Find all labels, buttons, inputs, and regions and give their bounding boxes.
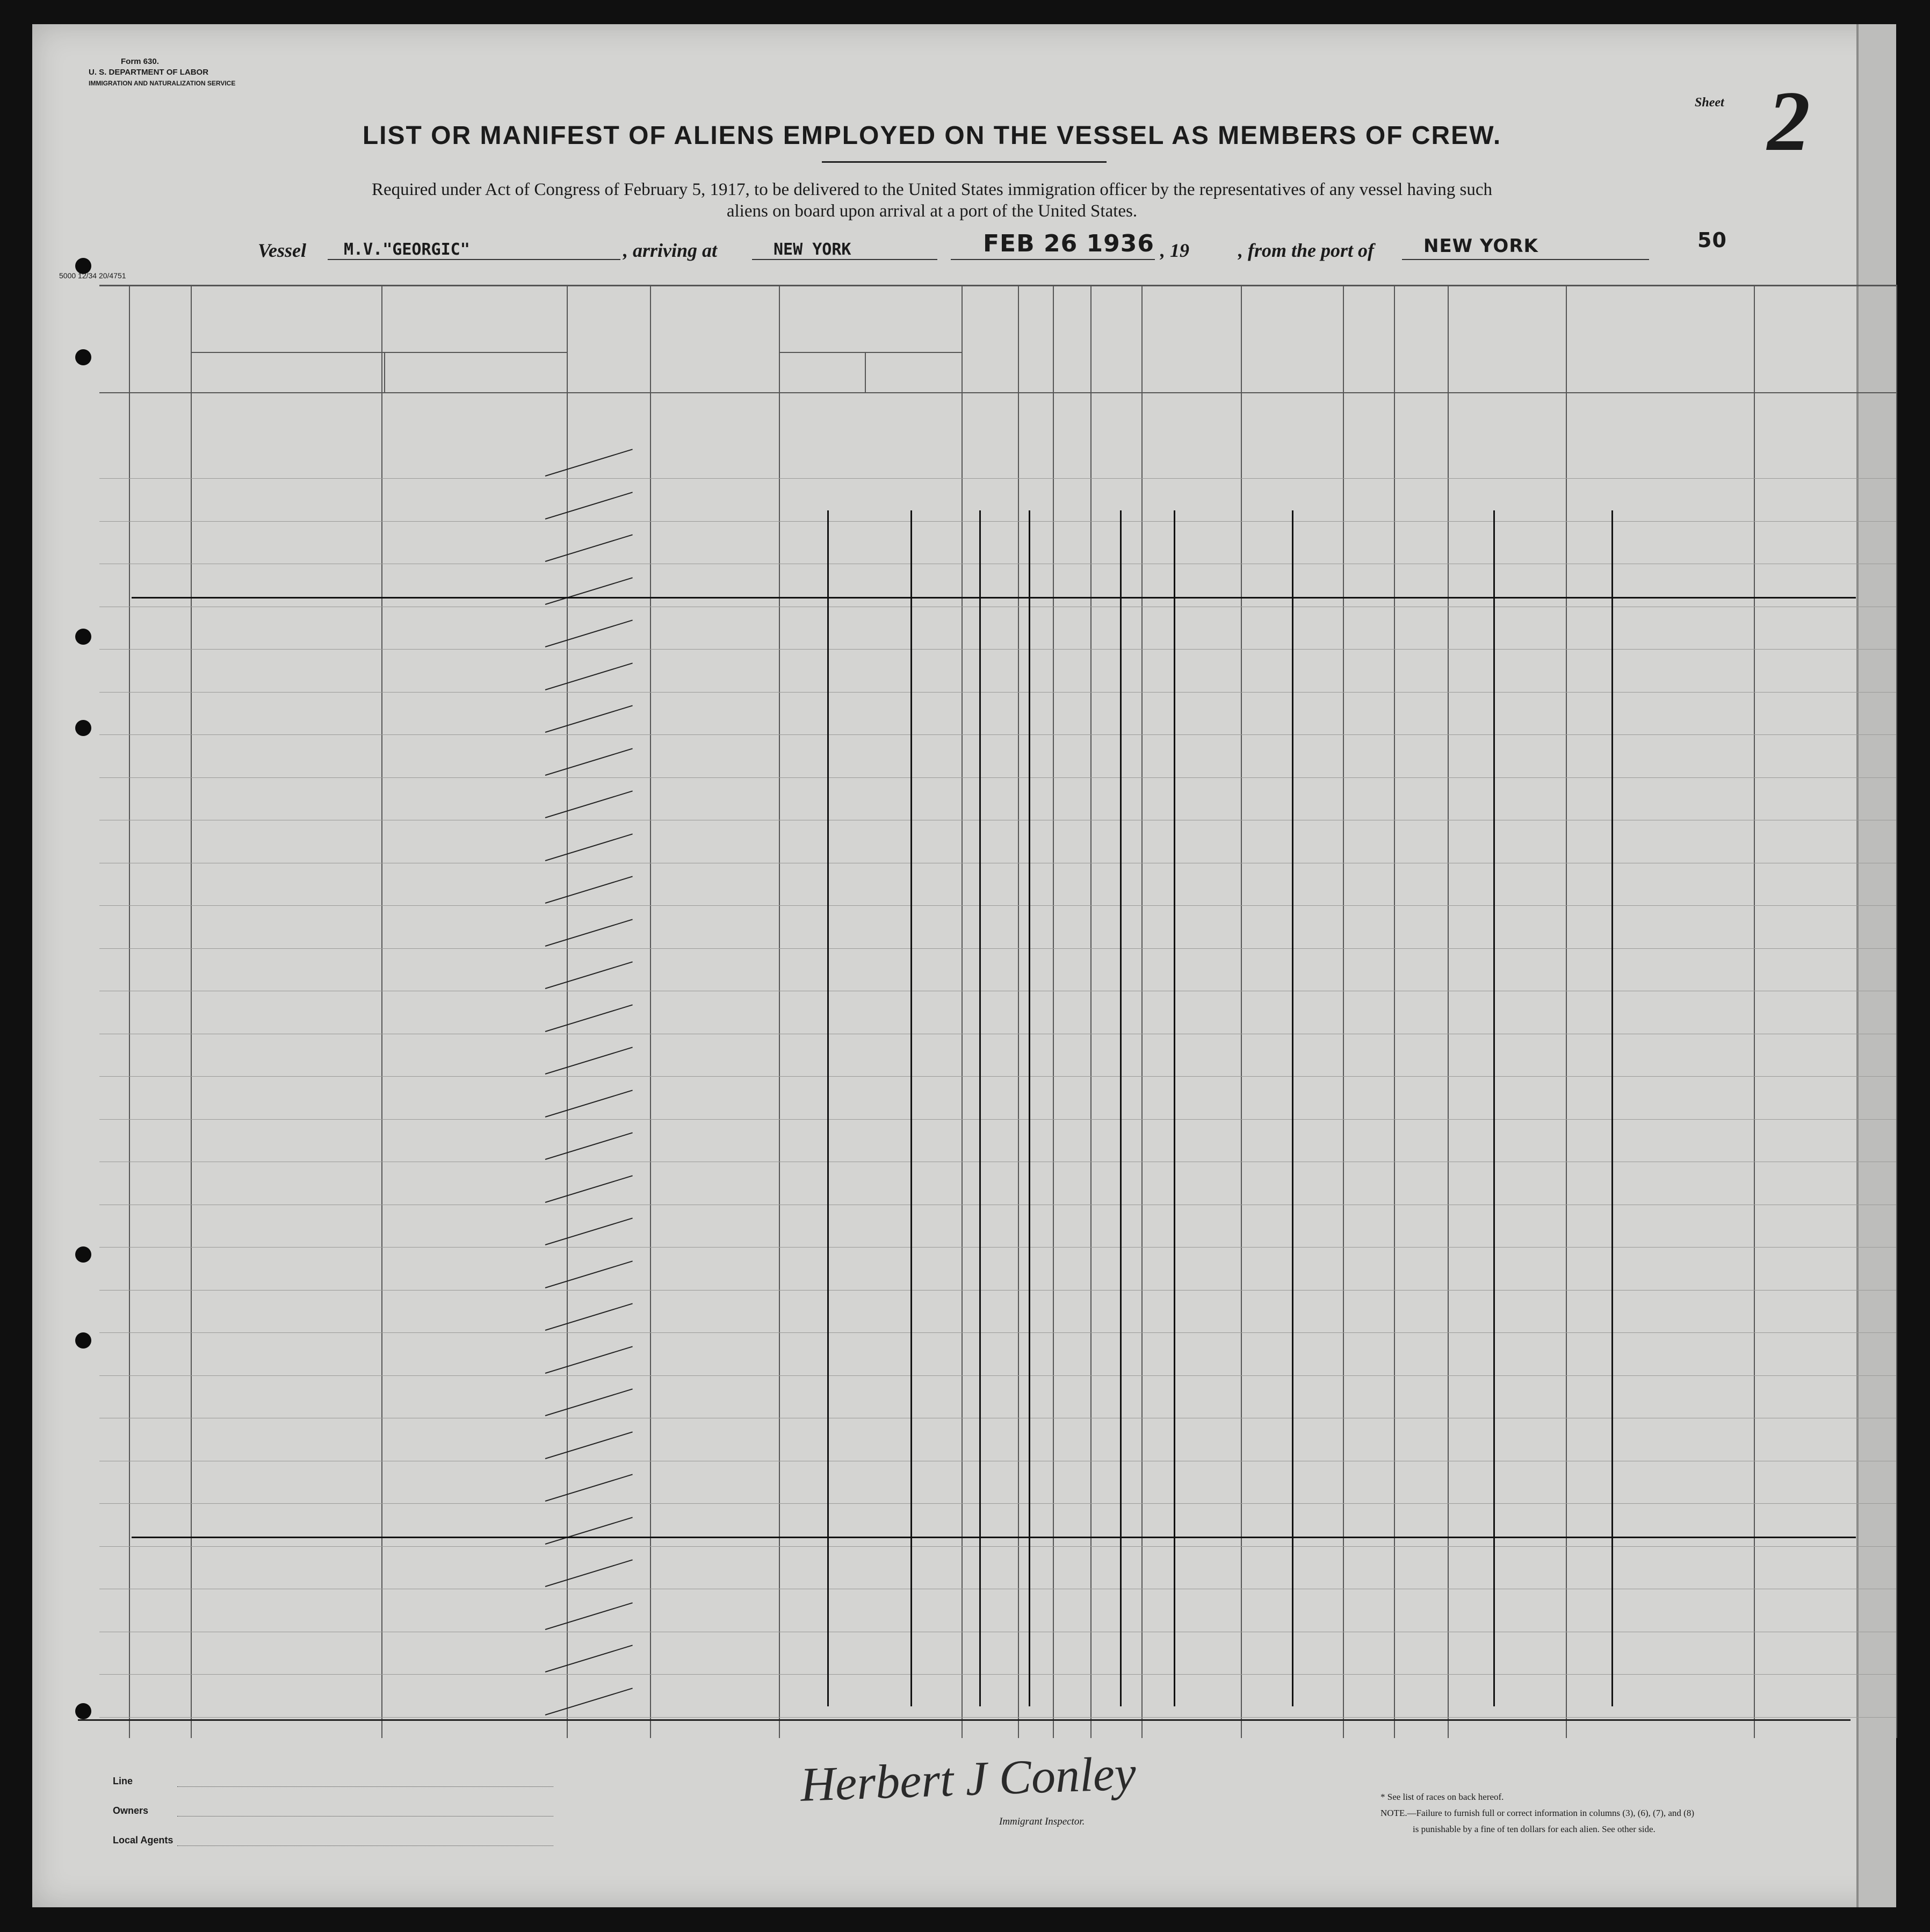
ditto-stroke [1174, 510, 1175, 1706]
agents-label: Local Agents [113, 1835, 174, 1846]
column-rule [191, 285, 192, 1738]
column-rule [1448, 285, 1449, 1738]
title-rule [822, 161, 1107, 163]
check-slash [545, 1175, 633, 1203]
check-slash [545, 1090, 633, 1118]
check-slash [545, 1431, 633, 1459]
from-label: , from the port of [1238, 240, 1375, 261]
column-rule [1343, 285, 1344, 1738]
punch-hole [75, 349, 91, 365]
punch-hole [75, 1246, 91, 1263]
column-rule [650, 285, 651, 1738]
crew-table [99, 285, 1896, 1738]
check-slash [545, 662, 633, 690]
column-rule [1141, 285, 1143, 1738]
service-name: IMMIGRATION AND NATURALIZATION SERVICE [89, 80, 236, 87]
strike-line [132, 1537, 1856, 1538]
row-rule [99, 1076, 1896, 1077]
row-rule [99, 905, 1896, 906]
row-rule [99, 1674, 1896, 1675]
check-slash [545, 1474, 633, 1502]
print-code: 5000 12/34 20/4751 [59, 271, 126, 280]
page-title: LIST OR MANIFEST OF ALIENS EMPLOYED ON THE VESSEL AS MEMBERS OF CREW. [362, 121, 1502, 150]
line-label: Line [113, 1776, 133, 1786]
column-rule [129, 285, 130, 1738]
check-slash [545, 449, 633, 477]
column-subrule [384, 352, 385, 392]
check-slash [545, 748, 633, 776]
check-slash [545, 705, 633, 733]
column-rule [567, 285, 568, 1738]
column-rule [962, 285, 963, 1738]
date-underline [951, 259, 1155, 260]
check-slash [545, 876, 633, 904]
punch-hole [75, 720, 91, 736]
header-subrule [191, 352, 567, 353]
check-slash [545, 961, 633, 989]
subtitle-line-2: aliens on board upon arrival at a port of the United States. [726, 201, 1138, 221]
check-slash [545, 492, 633, 520]
check-slash [545, 1217, 633, 1245]
row-rule [99, 1546, 1896, 1547]
note-body-2: is punishable by a fine of ten dollars for each alien. See other side. [1413, 1824, 1656, 1834]
ditto-stroke [1611, 510, 1613, 1706]
vessel-name: M.V."GEORGIC" [344, 240, 470, 259]
vessel-label: Vessel [258, 240, 306, 261]
check-slash [545, 1047, 633, 1075]
row-rule [99, 777, 1896, 778]
from-underline [1402, 259, 1649, 260]
check-slash [545, 1132, 633, 1160]
date-stamp: FEB 26 1936 [983, 230, 1154, 257]
header-subrule [779, 352, 962, 353]
column-rule [1896, 285, 1897, 1738]
arriving-underline [752, 259, 937, 260]
vessel-underline [328, 259, 620, 260]
inspector-signature: Herbert J Conley [799, 1747, 1137, 1812]
column-rule [1090, 285, 1092, 1738]
footer-notes [1380, 1789, 1864, 1837]
check-slash [545, 833, 633, 861]
column-rule [1394, 285, 1395, 1738]
row-rule [99, 521, 1896, 522]
check-slash [545, 1004, 633, 1032]
check-slash [545, 1688, 633, 1715]
department-name: U. S. DEPARTMENT OF LABOR [89, 68, 209, 77]
check-slash [545, 534, 633, 562]
owners-label: Owners [113, 1805, 149, 1816]
check-slash [545, 1602, 633, 1630]
column-rule [779, 285, 780, 1738]
ditto-stroke [910, 510, 912, 1706]
row-rule [99, 734, 1896, 735]
ditto-stroke [1292, 510, 1293, 1706]
row-rule [99, 478, 1896, 479]
check-slash [545, 1517, 633, 1545]
punch-hole [75, 1332, 91, 1349]
note-body: —Failure to furnish full or correct information in columns (3), (6), (7), and (8) [1407, 1808, 1694, 1818]
check-slash [545, 1346, 633, 1374]
ditto-stroke [827, 510, 829, 1706]
check-slash [545, 790, 633, 818]
year-label: , 19 [1160, 240, 1189, 261]
row-rule [99, 1290, 1896, 1291]
list-code: 50 [1697, 228, 1727, 252]
signature-caption: Immigrant Inspector. [999, 1816, 1085, 1827]
arriving-label: , arriving at [623, 240, 718, 261]
ditto-stroke [1120, 510, 1122, 1706]
form-header [89, 56, 235, 89]
row-rule [99, 1119, 1896, 1120]
ditto-stroke [979, 510, 981, 1706]
arriving-port: NEW YORK [774, 240, 851, 259]
ditto-stroke [1493, 510, 1495, 1706]
column-rule [1241, 285, 1242, 1738]
header-bottom-rule [99, 392, 1896, 393]
row-rule [99, 649, 1896, 650]
check-slash [545, 1303, 633, 1331]
row-rule [99, 1375, 1896, 1376]
punch-hole [75, 1703, 91, 1719]
table-bottom-rule [78, 1719, 1851, 1721]
check-slash [545, 577, 633, 605]
races-note: * See list of races on back hereof. [1380, 1792, 1504, 1802]
sheet-label: Sheet [1695, 96, 1724, 110]
column-subrule [865, 352, 866, 392]
row-rule [99, 1247, 1896, 1248]
ditto-stroke [1029, 510, 1030, 1706]
line-field[interactable] [177, 1786, 553, 1787]
column-rule [1754, 285, 1755, 1738]
sheet-number: 2 [1767, 73, 1810, 169]
note-head: NOTE. [1380, 1808, 1407, 1818]
subtitle-line-1: Required under Act of Congress of February 5, 1917, to be delivered to the United States immigration officer by the representatives of any vessel having such [371, 180, 1493, 199]
from-port: NEW YORK [1423, 235, 1538, 257]
column-rule [1018, 285, 1019, 1738]
check-slash [545, 1388, 633, 1416]
check-slash [545, 619, 633, 647]
row-rule [99, 948, 1896, 949]
check-slash [545, 1260, 633, 1288]
column-rule [1566, 285, 1567, 1738]
column-rule [1053, 285, 1054, 1738]
row-rule [99, 1503, 1896, 1504]
check-slash [545, 919, 633, 947]
strike-line [132, 597, 1856, 599]
form-number: Form 630. [121, 57, 159, 66]
row-rule [99, 1332, 1896, 1333]
row-rule [99, 692, 1896, 693]
punch-hole [75, 629, 91, 645]
column-rule [381, 285, 382, 1738]
check-slash [545, 1645, 633, 1673]
check-slash [545, 1559, 633, 1587]
name-header-subrule [99, 285, 1896, 286]
row-rule [99, 1717, 1896, 1718]
